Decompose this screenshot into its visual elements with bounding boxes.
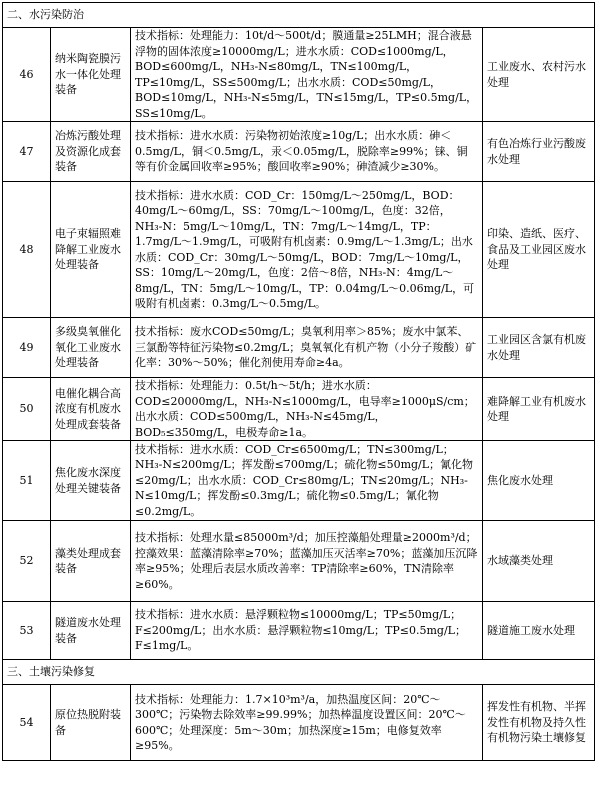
application-field: 隧道施工废水处理: [483, 602, 595, 660]
section-title-soil: 三、土壤污染修复: [3, 660, 595, 685]
equipment-name: 电催化耦合高浓度有机废水处理成套装备: [51, 378, 131, 441]
row-number: 53: [3, 602, 51, 660]
table-row: [3, 378, 595, 441]
technical-spec: 技术指标：进水水质：COD_Cr≤6500mg/L；TN≤300mg/L；NH₃-N≤200mg/L；挥发酚≤700mg/L；硫化物≤50mg/L；氰化物≤20mg/L；出水水质：COD_Cr≤80mg/L；TN≤20mg/L；NH₃-N≤10mg/L；挥发酚≤0.3mg/L；硫化物≤0.5mg/L；氰化物≤0.2mg/L。: [131, 441, 483, 521]
table-row: [3, 122, 595, 182]
technical-spec: 技术指标：废水COD≤50mg/L；臭氧利用率＞85%；废水中氯苯、三氯酚等特征污染物≤0.2mg/L；臭氧氧化有机产物（小分子羧酸）矿化率：30%～50%；催化剂使用寿命≥4a。: [131, 318, 483, 378]
technical-spec: 技术指标：处理能力：1.7×10³m³/a，加热温度区间：20℃～300℃；污染物去除效率≥99.99%；加热棒温度设置区间：20℃～600℃；处理深度：5m～30m；加热深度≥15m；电修复效率≥95%。: [131, 685, 483, 761]
section-title-water: 二、水污染防治: [3, 3, 595, 28]
application-field: 工业园区含氯有机废水处理: [483, 318, 595, 378]
table-row: [3, 182, 595, 318]
technical-spec: 技术指标：进水水质：污染物初始浓度≥10g/L；出水水质：砷＜0.5mg/L，铜＜0.5mg/L，汞＜0.05mg/L，脱除率≥99%；铼、铜等有价金属回收率≥95%；酸回收率≥90%；砷渣减少≥30%。: [131, 122, 483, 182]
section-header-row: [3, 3, 595, 28]
row-number: 46: [3, 28, 51, 122]
table-row: [3, 28, 595, 122]
table-row: [3, 441, 595, 521]
equipment-name: 隧道废水处理装备: [51, 602, 131, 660]
table-row: [3, 521, 595, 602]
technical-spec: 技术指标：进水水质：COD_Cr：150mg/L～250mg/L，BOD：40mg/L～60mg/L，SS：70mg/L～100mg/L，色度：32倍，NH₃-N：5mg/L～10mg/L，TN：7mg/L～14mg/L，TP：1.7mg/L～1.9mg/L，可吸附有机卤素：0.9mg/L～1.3mg/L；出水水质：COD_Cr：30mg/L～50mg/L，BOD：7mg/L～10mg/L，SS：10mg/L～20mg/L，色度：2倍～8倍，NH₃-N：4mg/L～8mg/L，TN：5mg/L～10mg/L，TP：0.04mg/L～0.06mg/L，可吸附有机卤素：0.3mg/L～0.5mg/L。: [131, 182, 483, 318]
table-row: [3, 602, 595, 660]
row-number: 48: [3, 182, 51, 318]
technical-spec: 技术指标：进水水质：悬浮颗粒物≤10000mg/L；TP≤50mg/L；F≤200mg/L；出水水质：悬浮颗粒物≤10mg/L；TP≤0.5mg/L；F≤1mg/L。: [131, 602, 483, 660]
application-field: 有色冶炼行业污酸废水处理: [483, 122, 595, 182]
row-number: 52: [3, 521, 51, 602]
equipment-name: 原位热脱附装备: [51, 685, 131, 761]
application-field: 工业废水、农村污水处理: [483, 28, 595, 122]
equipment-name: 冶炼污酸处理及资源化成套装备: [51, 122, 131, 182]
row-number: 54: [3, 685, 51, 761]
row-number: 47: [3, 122, 51, 182]
equipment-name: 纳米陶瓷膜污水一体化处理装备: [51, 28, 131, 122]
application-field: 印染、造纸、医疗、食品及工业园区废水处理: [483, 182, 595, 318]
equipment-name: 多级臭氧催化氧化工业废水处理装备: [51, 318, 131, 378]
application-field: 挥发性有机物、半挥发性有机物及持久性有机物污染土壤修复: [483, 685, 595, 761]
table-row: [3, 318, 595, 378]
application-field: 焦化废水处理: [483, 441, 595, 521]
application-field: 难降解工业有机废水处理: [483, 378, 595, 441]
technical-spec: 技术指标：处理能力：0.5t/h～5t/h；进水水质：COD≤20000mg/L，NH₃-N≤1000mg/L，电导率≥1000μS/cm；出水水质：COD≤500mg/L，NH₃-N≤45mg/L，BOD₅≤350mg/L，电极寿命≥1a。: [131, 378, 483, 441]
section-header-row: [3, 660, 595, 685]
equipment-table: [2, 2, 595, 761]
row-number: 49: [3, 318, 51, 378]
equipment-name: 焦化废水深度处理关键装备: [51, 441, 131, 521]
equipment-name: 藻类处理成套装备: [51, 521, 131, 602]
equipment-name: 电子束辐照难降解工业废水处理装备: [51, 182, 131, 318]
application-field: 水域藻类处理: [483, 521, 595, 602]
technical-spec: 技术指标：处理水量≤85000m³/d；加压控藻船处理量≥2000m³/d；控藻效果：蓝藻清除率≥70%；蓝藻加压灭活率≥70%；蓝藻加压沉降率≥95%；处理后表层水质改善率：TP清除率≥60%，TN清除率≥60%。: [131, 521, 483, 602]
row-number: 50: [3, 378, 51, 441]
table-row: [3, 685, 595, 761]
row-number: 51: [3, 441, 51, 521]
technical-spec: 技术指标：处理能力：10t/d～500t/d；膜通量≥25LMH；混合液悬浮物的固体浓度≥10000mg/L；进水水质：COD≤1000mg/L，BOD≤600mg/L，NH₃-N≤80mg/L，TN≤100mg/L，TP≤10mg/L，SS≤500mg/L；出水水质：COD≤50mg/L，BOD≤10mg/L，NH₃-N≤5mg/L，TN≤15mg/L，TP≤0.5mg/L，SS≤10mg/L。: [131, 28, 483, 122]
